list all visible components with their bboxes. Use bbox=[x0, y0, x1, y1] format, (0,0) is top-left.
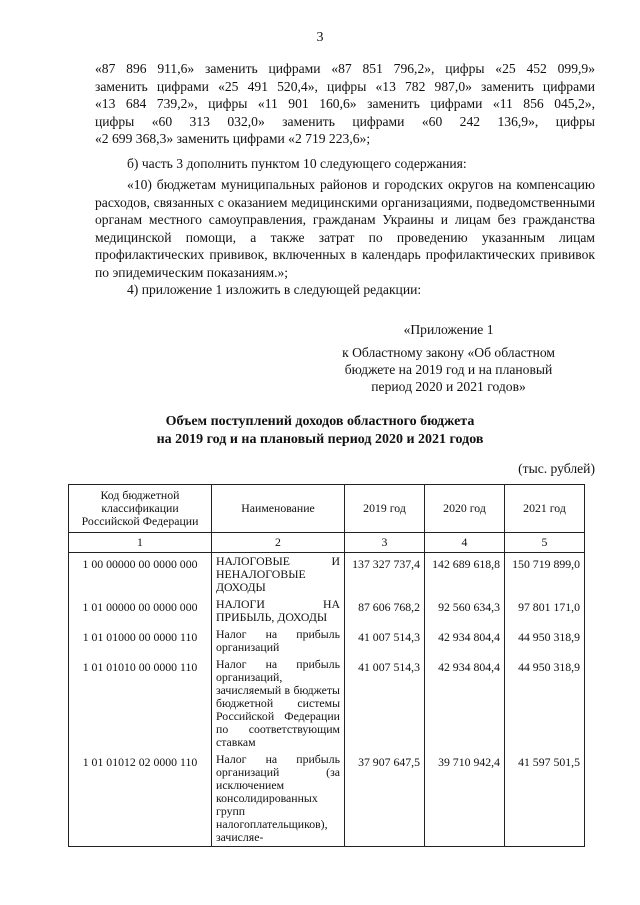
units-label: (тыс. рублей) bbox=[518, 461, 595, 476]
row-name: Налог на прибыль организаций, зачисляемый в бюджеты бюджетной системы Российской Федерации по соответствующим ставкам bbox=[212, 656, 345, 751]
appendix-title: «Приложение 1 bbox=[403, 322, 494, 337]
row-code: 1 01 01000 00 0000 110 bbox=[69, 626, 212, 656]
row-2019: 37 907 647,5 bbox=[345, 751, 425, 847]
row-name: Налог на прибыль организаций (за исключением консолидированных групп налогоплательщиков), зачисляе- bbox=[212, 751, 345, 847]
row-2019: 137 327 737,4 bbox=[345, 553, 425, 597]
appendix-line: бюджете на 2019 год и на плановый bbox=[344, 362, 553, 377]
row-2019: 41 007 514,3 bbox=[345, 656, 425, 751]
row-code: 1 01 01012 02 0000 110 bbox=[69, 751, 212, 847]
paragraph-line: «13 684 739,2», цифры «11 901 160,6» заменить цифрами «11 856 045,2», bbox=[95, 96, 595, 111]
row-name: НАЛОГИ НА ПРИБЫЛЬ, ДОХОДЫ bbox=[212, 596, 345, 626]
appendix-line: период 2020 и 2021 годов» bbox=[371, 379, 526, 394]
row-2021: 44 950 318,9 bbox=[505, 626, 585, 656]
header-2020: 2020 год bbox=[425, 485, 505, 533]
row-name: НАЛОГОВЫЕ И НЕНАЛОГОВЫЕ ДОХОДЫ bbox=[212, 553, 345, 597]
appendix-heading bbox=[342, 321, 555, 395]
header-2019: 2019 год bbox=[345, 485, 425, 533]
subitem-b: б) часть 3 дополнить пунктом 10 следующего содержания: bbox=[127, 156, 467, 171]
appendix-line: к Областному закону «Об областном bbox=[342, 345, 555, 360]
paragraph-line: «2 699 368,3» заменить цифрами «2 719 223,6»; bbox=[95, 131, 371, 146]
amendment-paragraph bbox=[95, 60, 595, 148]
row-2021: 97 801 171,0 bbox=[505, 596, 585, 626]
row-2019: 87 606 768,2 bbox=[345, 596, 425, 626]
table-row bbox=[69, 553, 585, 597]
column-number: 5 bbox=[505, 533, 585, 553]
column-number: 3 bbox=[345, 533, 425, 553]
table-row bbox=[69, 626, 585, 656]
header-name: Наименование bbox=[212, 485, 345, 533]
table-row bbox=[69, 596, 585, 626]
page-number: 3 bbox=[316, 30, 324, 45]
header-code: Код бюджетной классификации Российской Федерации bbox=[69, 485, 212, 533]
table-row bbox=[69, 751, 585, 847]
table-row bbox=[69, 656, 585, 751]
row-2020: 92 560 634,3 bbox=[425, 596, 505, 626]
paragraph-line: заменить цифрами «25 491 520,4», цифры «13 782 987,0» заменить цифрами bbox=[95, 78, 595, 94]
row-2019: 41 007 514,3 bbox=[345, 626, 425, 656]
column-number-row bbox=[69, 533, 585, 553]
column-number: 2 bbox=[212, 533, 345, 553]
row-2020: 142 689 618,8 bbox=[425, 553, 505, 597]
row-2021: 44 950 318,9 bbox=[505, 656, 585, 751]
table-title-line: Объем поступлений доходов областного бюджета bbox=[165, 414, 475, 429]
row-code: 1 01 01010 00 0000 110 bbox=[69, 656, 212, 751]
table-title bbox=[0, 413, 640, 449]
revenue-table bbox=[68, 484, 585, 847]
row-2020: 39 710 942,4 bbox=[425, 751, 505, 847]
header-2021: 2021 год bbox=[505, 485, 585, 533]
row-2021: 150 719 899,0 bbox=[505, 553, 585, 597]
item-4: 4) приложение 1 изложить в следующей редакции: bbox=[127, 282, 422, 297]
point-10-text: «10) бюджетам муниципальных районов и городских округов на компенсацию расходов, связанных с оказанием медицинскими организациями, подведомственными органам местного самоуправления, гражданам Украины и лицам без гражданства медицинской помощи, а также затрат по проведению указанным лицам профилактических прививок, включенных в календарь профилактических прививок по эпидемическим показаниям.»; bbox=[95, 177, 595, 280]
row-2021: 41 597 501,5 bbox=[505, 751, 585, 847]
row-2020: 42 934 804,4 bbox=[425, 656, 505, 751]
paragraph-line: «87 896 911,6» заменить цифрами «87 851 796,2», цифры «25 452 099,9» bbox=[95, 61, 595, 76]
paragraph-line: цифры «60 313 032,0» заменить цифрами «60 242 136,9», цифры bbox=[95, 113, 595, 129]
table-title-line: на 2019 год и на плановый период 2020 и 2021 годов bbox=[156, 432, 484, 447]
row-name: Налог на прибыль организаций bbox=[212, 626, 345, 656]
row-code: 1 01 00000 00 0000 000 bbox=[69, 596, 212, 626]
column-number: 1 bbox=[69, 533, 212, 553]
row-code: 1 00 00000 00 0000 000 bbox=[69, 553, 212, 597]
column-number: 4 bbox=[425, 533, 505, 553]
table-header-row bbox=[69, 485, 585, 533]
row-2020: 42 934 804,4 bbox=[425, 626, 505, 656]
